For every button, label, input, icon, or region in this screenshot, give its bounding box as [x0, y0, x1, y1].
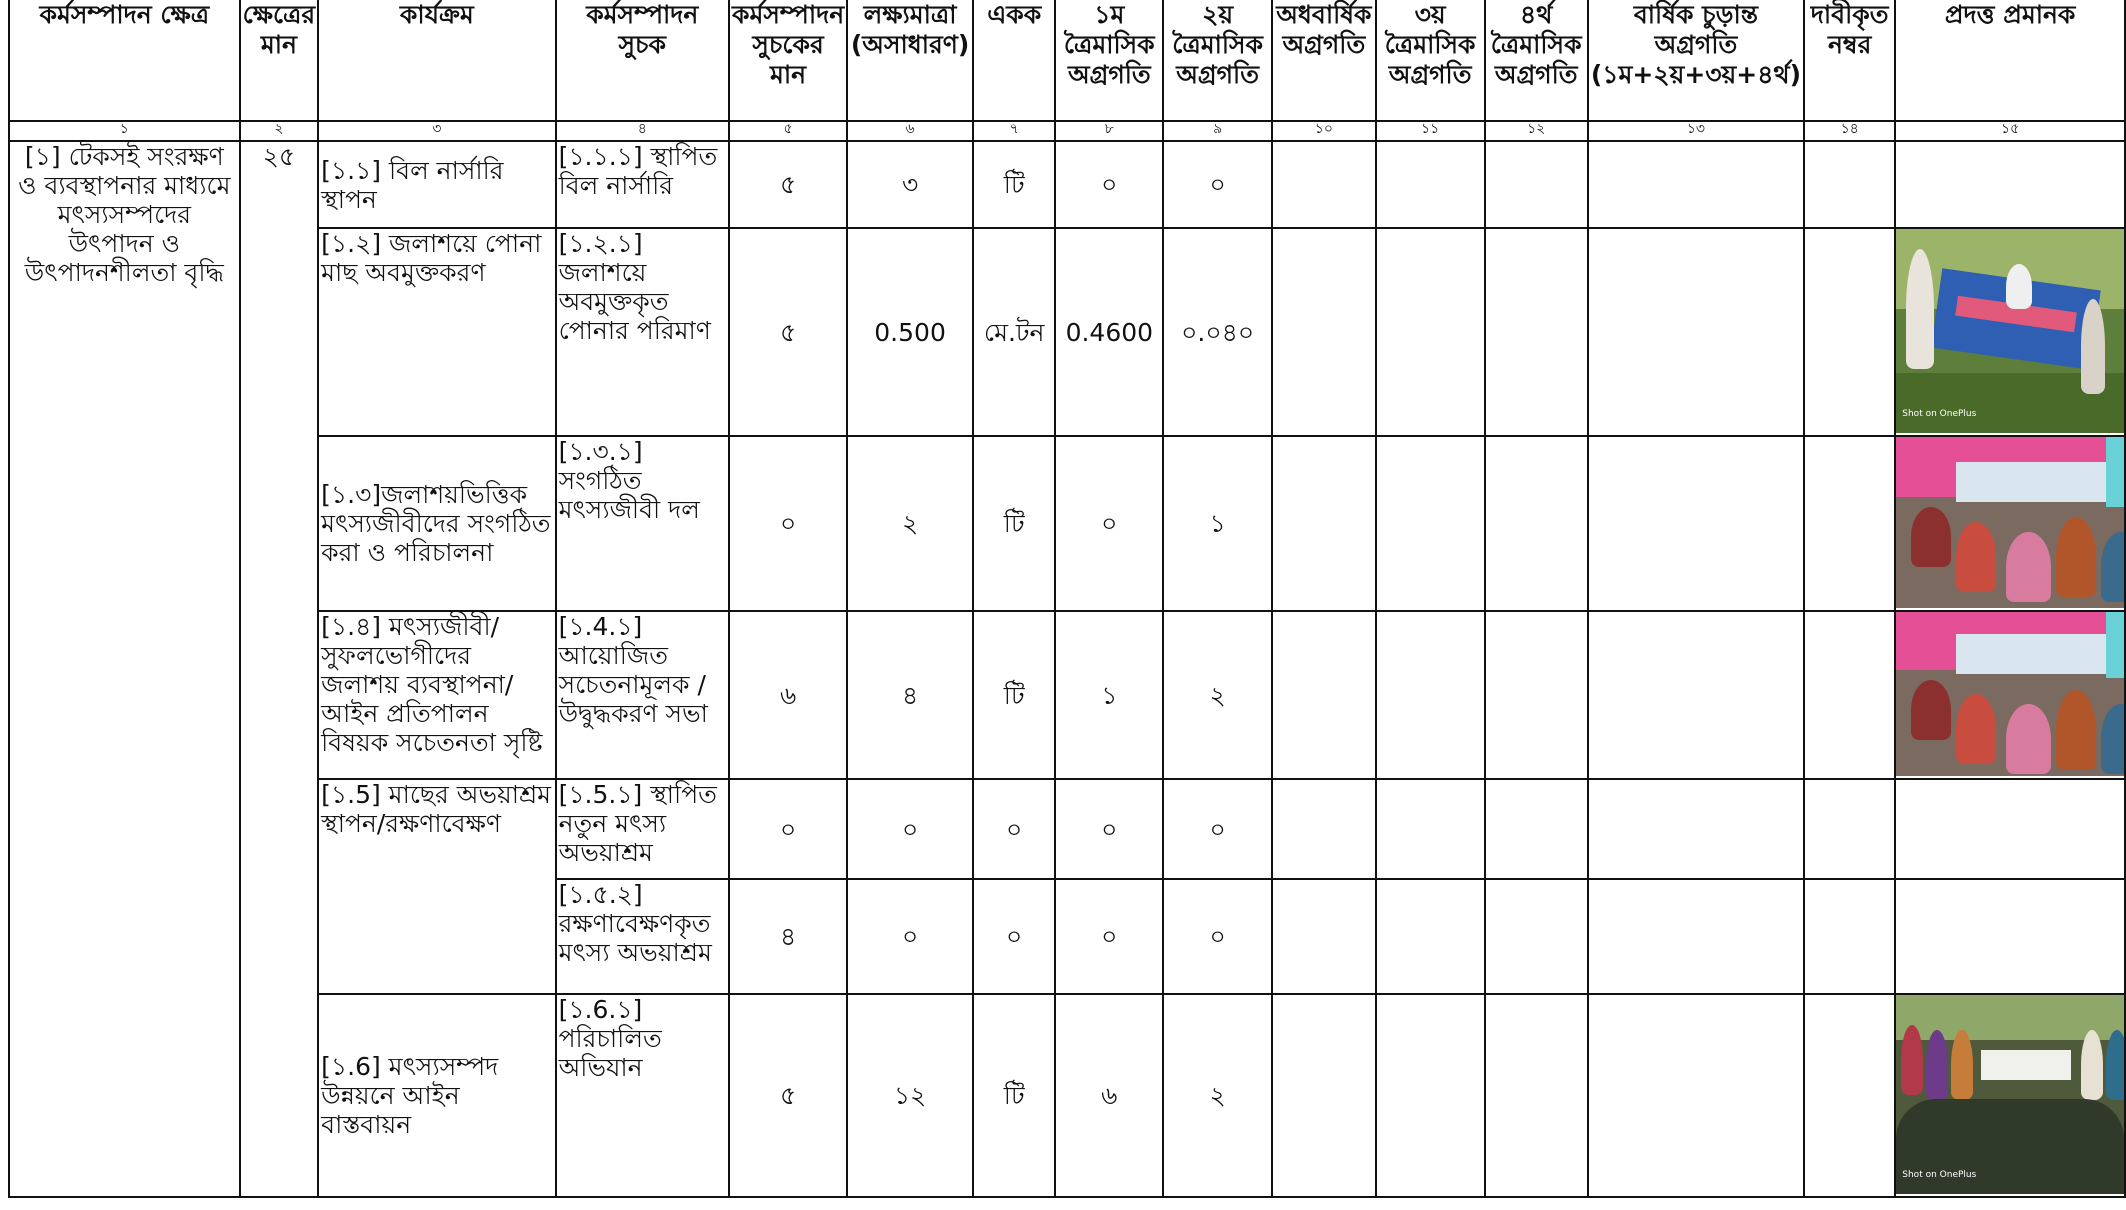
- evidence-photo-nets: [1896, 995, 2124, 1194]
- empty-cell: [1485, 779, 1588, 879]
- evidence-photo-meeting: [1896, 612, 2124, 776]
- indicator-cell: [১.4.১] আয়োজিত সচেতনামূলক /উদ্বুদ্ধকরণ সভা: [556, 611, 729, 779]
- column-number: ২: [240, 121, 319, 141]
- indicator-cell: [১.৩.১] সংগঠিত মৎস্যজীবী দল: [556, 436, 729, 611]
- column-number: ১০: [1272, 121, 1376, 141]
- indicator-cell: [১.5.১] স্থাপিত নতুন মৎস্য অভয়াশ্রম: [556, 779, 729, 879]
- target-cell: ১২: [847, 994, 973, 1197]
- empty-cell: [1272, 141, 1376, 228]
- indicator-cell: [১.২.১] জলাশয়ে অবমুক্তকৃত পোনার পরিমাণ: [556, 228, 729, 436]
- empty-cell: [1485, 436, 1588, 611]
- header-cell: দাবীকৃত নম্বর: [1804, 0, 1895, 121]
- unit-cell: টি: [973, 141, 1055, 228]
- empty-cell: [1895, 779, 2125, 879]
- activity-cell: [১.৪] মৎস্যজীবী/সুফলভোগীদের জলাশয় ব্যবস্থাপনা/ আইন প্রতিপালন বিষয়ক সচেতনতা সৃষ্টি: [318, 611, 555, 779]
- q1-cell: ০: [1055, 879, 1163, 994]
- empty-cell: [1376, 879, 1485, 994]
- empty-cell: [1376, 779, 1485, 879]
- target-cell: ২: [847, 436, 973, 611]
- column-number: ১: [9, 121, 240, 141]
- header-cell: কর্মসম্পাদন সুচকের মান: [729, 0, 847, 121]
- activity-cell: [১.6] মৎস্যসম্পদ উন্নয়নে আইন বাস্তবায়ন: [318, 994, 555, 1197]
- performance-area: [১] টেকসই সংরক্ষণ ও ব্যবস্থাপনার মাধ্যমে মৎস্যসম্পদের উৎপাদন ও উৎপাদনশীলতা বৃদ্ধি: [9, 141, 240, 1197]
- empty-cell: [1376, 436, 1485, 611]
- table-row: [9, 141, 2125, 228]
- q1-cell: 0.4600: [1055, 228, 1163, 436]
- empty-cell: [1804, 879, 1895, 994]
- unit-cell: ০: [973, 879, 1055, 994]
- q2-cell: ০: [1163, 779, 1272, 879]
- empty-cell: [1588, 611, 1804, 779]
- activity-cell: [১.5] মাছের অভয়াশ্রম স্থাপন/রক্ষণাবেক্ষণ: [318, 779, 555, 994]
- q2-cell: ২: [1163, 611, 1272, 779]
- q1-cell: ০: [1055, 436, 1163, 611]
- q2-cell: ০: [1163, 879, 1272, 994]
- empty-cell: [1588, 994, 1804, 1197]
- q2-cell: ২: [1163, 994, 1272, 1197]
- table-row: [9, 228, 2125, 436]
- column-number-row: [9, 121, 2125, 141]
- indicator-cell: [১.6.১] পরিচালিত অভিযান: [556, 994, 729, 1197]
- empty-cell: [1804, 779, 1895, 879]
- table-row: [9, 779, 2125, 879]
- activity-cell: [১.২] জলাশয়ে পোনা মাছ অবমুক্তকরণ: [318, 228, 555, 436]
- empty-cell: [1272, 994, 1376, 1197]
- evidence-cell: [1895, 611, 2125, 779]
- target-cell: ৩: [847, 141, 973, 228]
- empty-cell: [1272, 879, 1376, 994]
- evidence-cell: [1895, 436, 2125, 611]
- empty-cell: [1485, 994, 1588, 1197]
- column-number: ১৫: [1895, 121, 2125, 141]
- watermark: Shot on OnePlus: [1902, 409, 1977, 419]
- empty-cell: [1485, 228, 1588, 436]
- column-number: ৭: [973, 121, 1055, 141]
- empty-cell: [1376, 611, 1485, 779]
- empty-cell: [1804, 994, 1895, 1197]
- q2-cell: ০.০৪০: [1163, 228, 1272, 436]
- table-row: [9, 611, 2125, 779]
- empty-cell: [1485, 879, 1588, 994]
- column-number: ৯: [1163, 121, 1272, 141]
- weight-cell: ০: [729, 436, 847, 611]
- column-number: ৫: [729, 121, 847, 141]
- empty-cell: [1804, 436, 1895, 611]
- empty-cell: [1485, 141, 1588, 228]
- empty-cell: [1376, 141, 1485, 228]
- unit-cell: মে.টন: [973, 228, 1055, 436]
- target-cell: ০: [847, 779, 973, 879]
- unit-cell: টি: [973, 994, 1055, 1197]
- unit-cell: টি: [973, 611, 1055, 779]
- q2-cell: ০: [1163, 141, 1272, 228]
- indicator-cell: [১.১.১] স্থাপিত বিল নার্সারি: [556, 141, 729, 228]
- watermark: Shot on OnePlus: [1902, 1170, 1977, 1180]
- empty-cell: [1588, 141, 1804, 228]
- performance-table: [8, 0, 2126, 1198]
- header-row: [9, 0, 2125, 121]
- empty-cell: [1588, 436, 1804, 611]
- header-cell: কার্যক্রম: [318, 0, 555, 121]
- empty-cell: [1272, 228, 1376, 436]
- weight-cell: ০: [729, 779, 847, 879]
- header-cell: ২য় ত্রৈমাসিক অগ্রগতি: [1163, 0, 1272, 121]
- column-number: ৩: [318, 121, 555, 141]
- header-cell: ক্ষেত্রের মান: [240, 0, 319, 121]
- q2-cell: ১: [1163, 436, 1272, 611]
- table-row: [9, 436, 2125, 611]
- header-cell: ১ম ত্রৈমাসিক অগ্রগতি: [1055, 0, 1163, 121]
- header-cell: প্রদত্ত প্রমানক: [1895, 0, 2125, 121]
- weight-cell: ৪: [729, 879, 847, 994]
- empty-cell: [1804, 141, 1895, 228]
- empty-cell: [1272, 779, 1376, 879]
- column-number: ১৩: [1588, 121, 1804, 141]
- column-number: ৬: [847, 121, 973, 141]
- column-number: ৮: [1055, 121, 1163, 141]
- header-cell: অধবার্ষিক অগ্রগতি: [1272, 0, 1376, 121]
- q1-cell: ০: [1055, 141, 1163, 228]
- empty-cell: [1588, 779, 1804, 879]
- table-row: [9, 994, 2125, 1197]
- area-value: ২৫: [240, 141, 319, 1197]
- empty-cell: [1588, 879, 1804, 994]
- target-cell: ০: [847, 879, 973, 994]
- evidence-cell: [1895, 228, 2125, 436]
- column-number: ১২: [1485, 121, 1588, 141]
- header-cell: কর্মসম্পাদন সুচক: [556, 0, 729, 121]
- weight-cell: ৫: [729, 994, 847, 1197]
- header-cell: ৩য় ত্রৈমাসিক অগ্রগতি: [1376, 0, 1485, 121]
- target-cell: ৪: [847, 611, 973, 779]
- empty-cell: [1588, 228, 1804, 436]
- empty-cell: [1895, 879, 2125, 994]
- header-cell: ৪র্থ ত্রৈমাসিক অগ্রগতি: [1485, 0, 1588, 121]
- weight-cell: ৫: [729, 141, 847, 228]
- column-number: ৪: [556, 121, 729, 141]
- header-cell: বার্ষিক চুড়ান্ত অগ্রগতি (১ম+২য়+৩য়+৪র্থ): [1588, 0, 1804, 121]
- empty-cell: [1804, 228, 1895, 436]
- empty-cell: [1376, 994, 1485, 1197]
- weight-cell: ৫: [729, 228, 847, 436]
- empty-cell: [1272, 436, 1376, 611]
- header-cell: একক: [973, 0, 1055, 121]
- unit-cell: ০: [973, 779, 1055, 879]
- evidence-photo-meeting: [1896, 437, 2124, 608]
- evidence-photo-banner: [1896, 229, 2124, 433]
- column-number: ১১: [1376, 121, 1485, 141]
- empty-cell: [1895, 141, 2125, 228]
- empty-cell: [1376, 228, 1485, 436]
- activity-cell: [১.১] বিল নার্সারি স্থাপন: [318, 141, 555, 228]
- column-number: ১৪: [1804, 121, 1895, 141]
- header-cell: লক্ষ্যমাত্রা (অসাধারণ): [847, 0, 973, 121]
- header-cell: কর্মসম্পাদন ক্ষেত্র: [9, 0, 240, 121]
- q1-cell: ১: [1055, 611, 1163, 779]
- q1-cell: ৬: [1055, 994, 1163, 1197]
- target-cell: 0.500: [847, 228, 973, 436]
- unit-cell: টি: [973, 436, 1055, 611]
- empty-cell: [1272, 611, 1376, 779]
- evidence-cell: [1895, 994, 2125, 1197]
- indicator-cell: [১.৫.২] রক্ষণাবেক্ষণকৃত মৎস্য অভয়াশ্রম: [556, 879, 729, 994]
- q1-cell: ০: [1055, 779, 1163, 879]
- empty-cell: [1485, 611, 1588, 779]
- empty-cell: [1804, 611, 1895, 779]
- activity-cell: [১.৩]জলাশয়ভিত্তিক মৎস্যজীবীদের সংগঠিত করা ও পরিচালনা: [318, 436, 555, 611]
- weight-cell: ৬: [729, 611, 847, 779]
